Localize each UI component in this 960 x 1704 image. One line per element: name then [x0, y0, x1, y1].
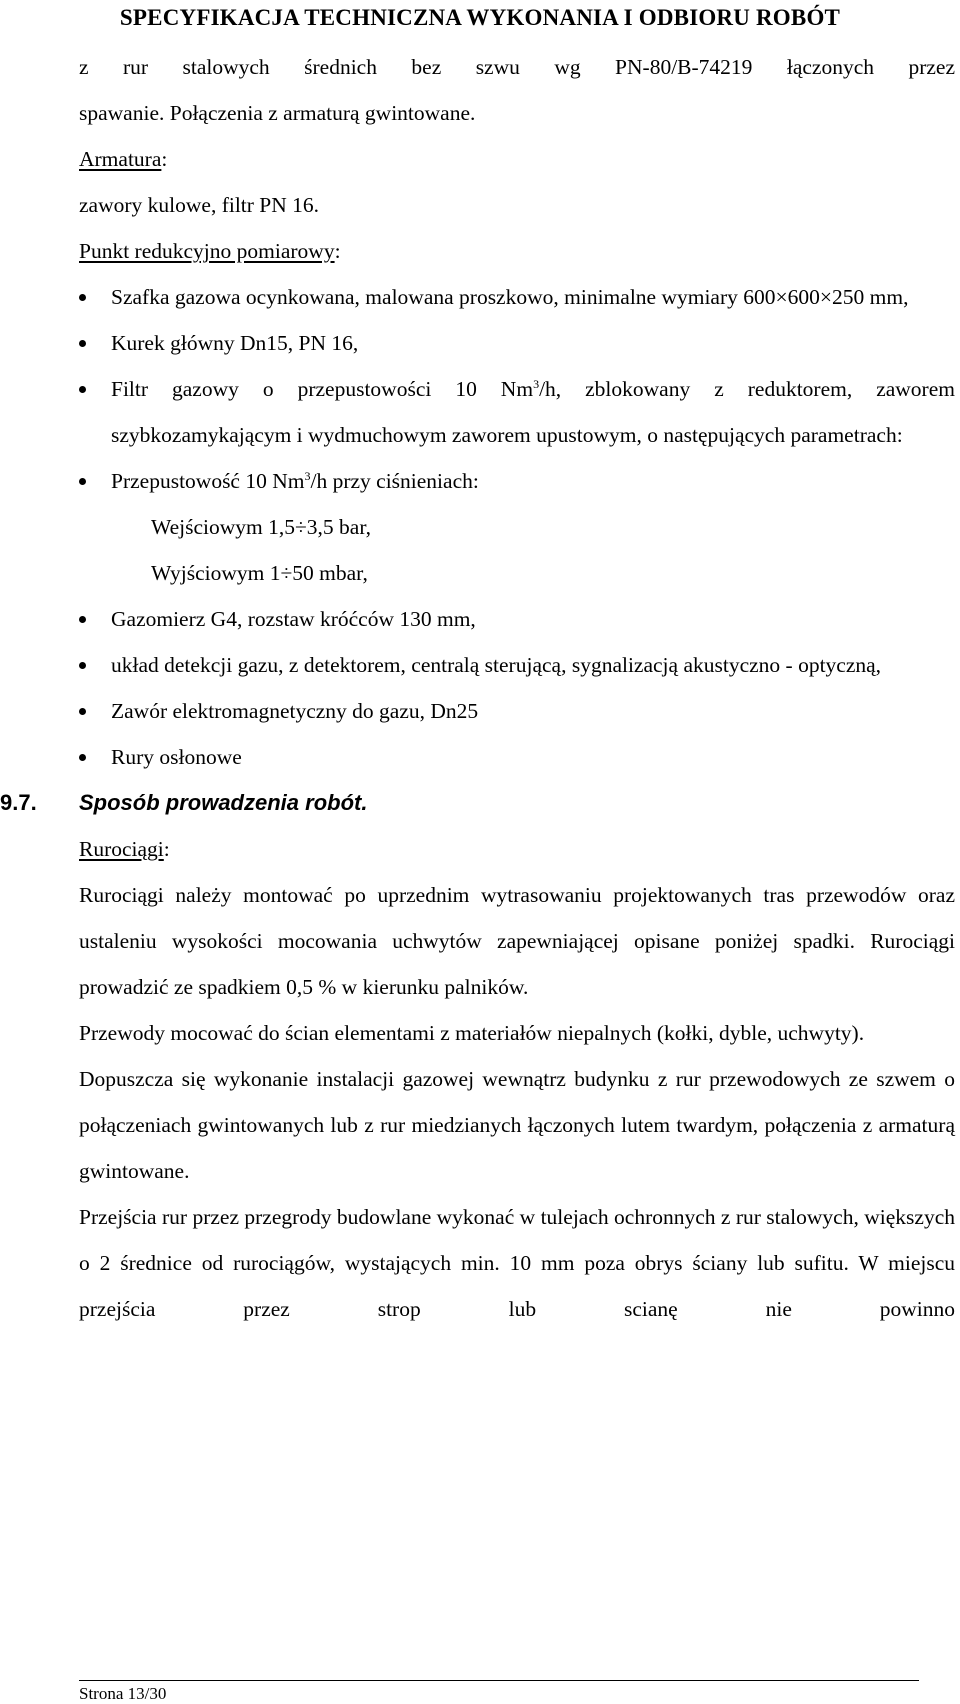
bullet-icon	[79, 708, 86, 715]
footer-divider	[79, 1680, 919, 1681]
list-item-text-post: /h przy ciśnieniach:	[310, 469, 479, 493]
bullet-icon	[79, 294, 86, 301]
list-item-text: Rury osłonowe	[111, 745, 242, 769]
list-item-text: Zawór elektromagnetyczny do gazu, Dn25	[111, 699, 479, 723]
document-header-title: SPECYFIKACJA TECHNICZNA WYKONANIA I ODBIORU ROBÓT	[119, 5, 841, 30]
list-item	[79, 274, 955, 320]
armatura-text: zawory kulowe, filtr PN 16.	[79, 193, 320, 217]
paragraph: Przejścia rur przez przegrody budowlane wykonać w tulejach ochronnych z rur stalowych, większych o 2 średnice od rurociągów, wystających min. 10 mm poza obrys ściany lub sufitu. W miejscu przejścia przez strop lub scianę nie powinno	[79, 1205, 955, 1321]
bullet-icon	[79, 478, 86, 485]
armatura-label: Armatura	[79, 147, 162, 171]
list-item-text-pre: Przepustowość 10 Nm	[111, 469, 305, 493]
paragraph: Dopuszcza się wykonanie instalacji gazowej wewnątrz budynku z rur przewodowych ze szwem o połączeniach gwintowanych lub z rur miedzianych łączonych lutem twardym, połączenia z armaturą gwintowane.	[79, 1067, 955, 1183]
rurociagi-label: Rurociągi	[79, 837, 164, 861]
superscript: 3	[533, 376, 540, 391]
list-item	[79, 366, 955, 458]
list-item	[79, 320, 955, 366]
section-heading	[0, 780, 955, 826]
page-number: Strona 13/30	[79, 1684, 167, 1703]
list-item	[79, 734, 955, 780]
list-item	[79, 596, 955, 642]
punkt-heading: Punkt redukcyjno pomiarowy:	[79, 239, 341, 263]
pressure-input-line: Wejściowym 1,5÷3,5 bar,	[151, 515, 371, 539]
list-item-text: Gazomierz G4, rozstaw króćców 130 mm,	[111, 607, 476, 631]
list-item-text: układ detekcji gazu, z detektorem, centralą sterującą, sygnalizacją akustyczno - optyczną,	[111, 653, 882, 677]
section-number: 9.7.	[0, 790, 37, 815]
paragraph: Rurociągi należy montować po uprzednim wytrasowaniu projektowanych tras przewodów oraz ustaleniu wysokości mocowania uchwytów zapewniającej opisane poniżej spadki. Rurociągi prowadzić ze spadkiem 0,5 % w kierunku palników.	[79, 883, 955, 999]
punkt-label: Punkt redukcyjno pomiarowy	[79, 239, 335, 263]
rurociagi-heading: Rurociągi:	[79, 837, 170, 861]
list-item-text-pre: Filtr gazowy o przepustowości 10 Nm	[111, 377, 534, 401]
intro-line-1: z rur stalowych średnich bez szwu wg PN-80/B-74219 łączonych przez	[79, 55, 955, 79]
list-item	[79, 688, 955, 734]
list-item	[79, 642, 955, 688]
bullet-icon	[79, 754, 86, 761]
superscript: 3	[304, 468, 311, 483]
bullet-icon	[79, 386, 86, 393]
list-item-text: Kurek główny Dn15, PN 16,	[111, 331, 359, 355]
bullet-icon	[79, 340, 86, 347]
armatura-heading: Armatura:	[79, 147, 168, 171]
bullet-icon	[79, 616, 86, 623]
document-body	[0, 44, 955, 1332]
pressure-output-line: Wyjściowym 1÷50 mbar,	[151, 561, 368, 585]
section-title: Sposób prowadzenia robót.	[79, 790, 368, 815]
list-item-text: Szafka gazowa ocynkowana, malowana proszkowo, minimalne wymiary 600×600×250 mm,	[111, 285, 909, 309]
bullet-icon	[79, 662, 86, 669]
list-item	[79, 458, 955, 596]
punkt-list	[79, 274, 955, 780]
intro-line-2: spawanie. Połączenia z armaturą gwintowane.	[79, 101, 476, 125]
list-item-text-post: /h, zblokowany z reduktorem, zaworem szybkozamykającym i wydmuchowym zaworem upustowym, o następujących parametrach:	[111, 377, 955, 447]
paragraph: Przewody mocować do ścian elementami z materiałów niepalnych (kołki, dyble, uchwyty).	[79, 1021, 865, 1045]
